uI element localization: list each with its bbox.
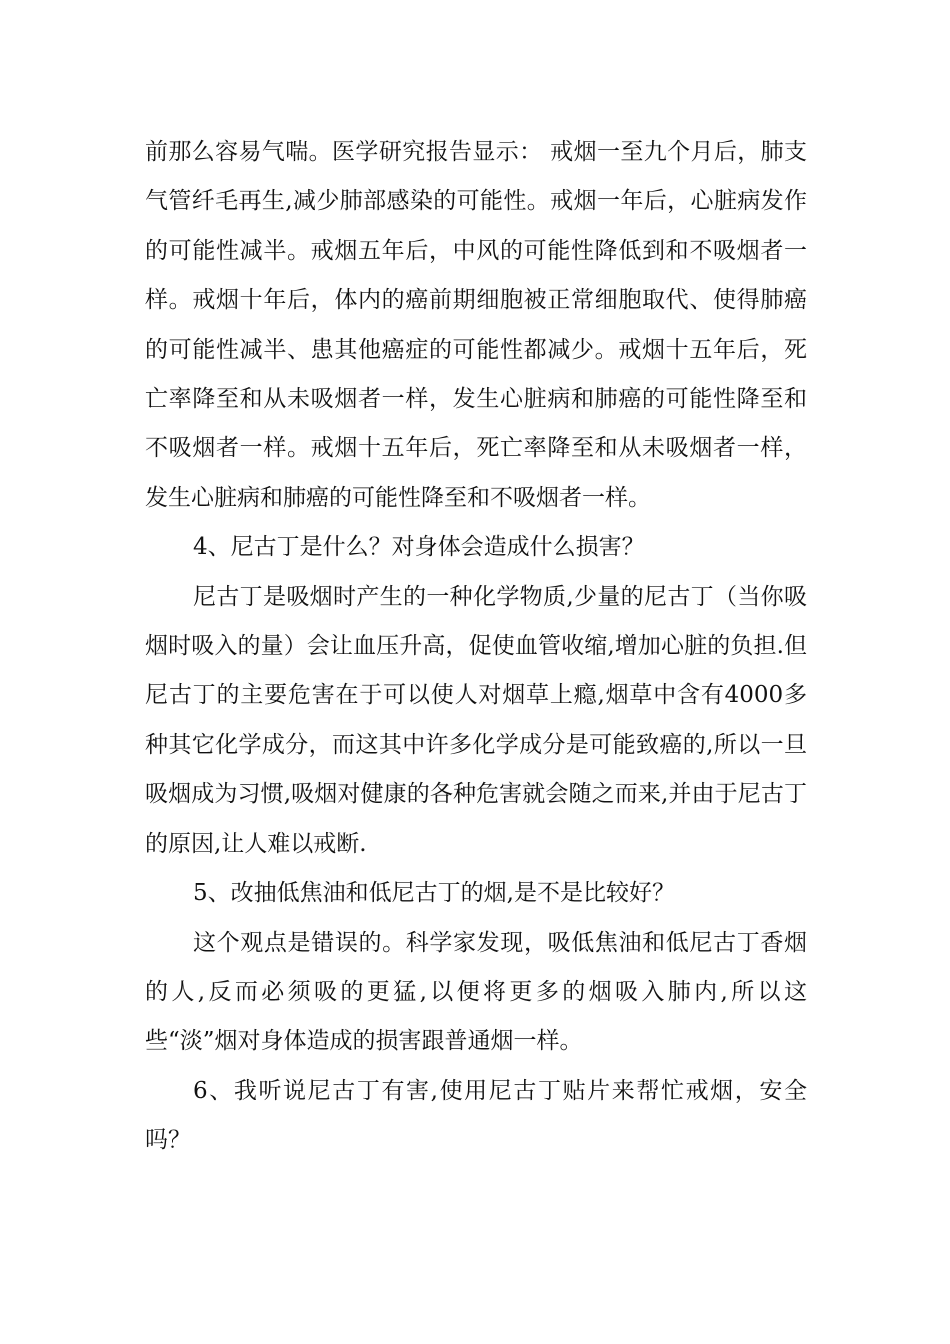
paragraph-smoking-cessation-benefits: 前那么容易气喘。医学研究报告显示： 戒烟一至九个月后，肺支气管纤毛再生,减少肺部感染的可能性。戒烟一年后，心脏病发作的可能性减半。戒烟五年后，中风的可能性降低到和不吸烟者一样。戒烟十年后，体内的癌前期细胞被正常细胞取代、使得肺癌的可能性减半、患其他癌症的可能性都减少。戒烟十五年后，死亡率降至和从未吸烟者一样，发生心脏病和肺癌的可能性降至和不吸烟者一样。戒烟十五年后，死亡率降至和从未吸烟者一样，发生心脏病和肺癌的可能性降至和不吸烟者一样。 xyxy=(145,139,807,511)
document-body xyxy=(145,128,807,1166)
question-5-heading: 5、改抽低焦油和低尼古丁的烟,是不是比较好？ xyxy=(193,880,675,907)
question-4-heading: 4、尼古丁是什么？对身体会造成什么损害？ xyxy=(193,534,645,561)
question-6-heading: 6、我听说尼古丁有害,使用尼古丁贴片来帮忙戒烟，安全吗？ xyxy=(145,1077,807,1154)
answer-4-paragraph: 尼古丁是吸烟时产生的一种化学物质,少量的尼古丁（当你吸烟时吸入的量）会让血压升高，促使血管收缩,增加心脏的负担.但尼古丁的主要危害在于可以使人对烟草上瘾,烟草中含有4000多种其它化学成分，而这其中许多化学成分是可能致癌的,所以一旦吸烟成为习惯,吸烟对健康的各种危害就会随之而来,并由于尼古丁的原因,让人难以戒断. xyxy=(145,583,807,857)
answer-5-paragraph: 这个观点是错误的。科学家发现，吸低焦油和低尼古丁香烟的人,反而必须吸的更猛,以便将更多的烟吸入肺内,所以这些“淡”烟对身体造成的损害跟普通烟一样。 xyxy=(145,929,807,1055)
